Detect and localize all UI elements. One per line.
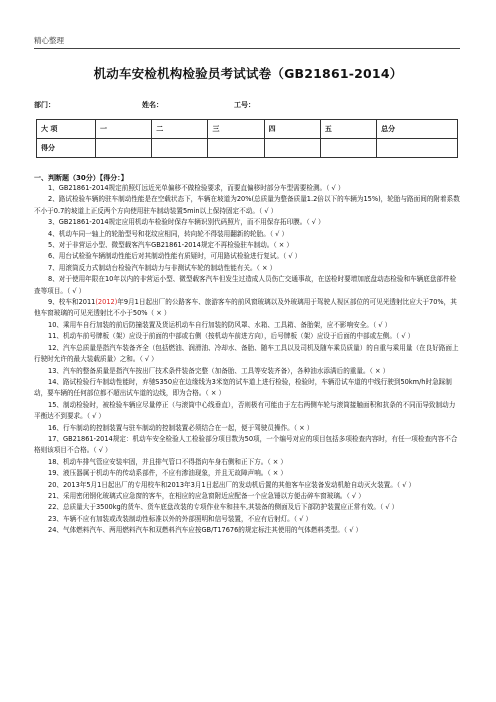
question-text: 11、机动车前号牌板（架）应设于前面的中部或右侧（按机动车前进方向），后号牌板（架）应设于后面的中部或左侧。（ √ ）	[48, 332, 415, 341]
score-cell	[208, 139, 264, 158]
question-item	[34, 343, 460, 366]
score-header-cell: 四	[264, 120, 320, 139]
question-text: 18、机动车排气管应安装牢固，并且排气管口不得指向车身右侧和正下方。（ × ）	[48, 457, 287, 466]
question-text: 13、汽车的整备质量是指汽车按出厂技术条件装备完整（加备胎、工具等安装齐备），各种油水添满后的重量。（ × ）	[48, 366, 390, 375]
score-cell	[96, 139, 152, 158]
question-item	[34, 366, 460, 377]
question-text: 14、路试检验行车制动性能时，弃驰S350应在边缘线为3米宽的试车道上进行检验，检验时，车辆沿试车道的中线行驶到50km/h时急踩制动，要车辆的任何部位都不超出试车道的边线，即为合格。（ × ）	[34, 377, 452, 398]
employee-id-label: 工号：	[234, 101, 255, 109]
question-text: 10、乘用车自行加装的前后防撞装置及货运机动车自行加装的防风罩、水箱、工具箱、备胎架，应不影响安全。（ √ ）	[48, 320, 392, 329]
question-item	[34, 331, 460, 342]
question-text: 7、用滚筒反力式制动台检验汽车制动力与非测试车轮的制动性能有关。（ × ）	[48, 263, 277, 272]
question-text: 2、路试检验车辆的驻车制动性能是在空载状态下，车辆在坡道为20%(总质量为整备质量1.2倍以下的车辆为15%)，轮胎与路面间的附着系数不小于0.7的坡道上正反两个方向使用驻车制动装置5min以上保持固定不动。（ √ ）	[34, 195, 460, 215]
score-cell	[264, 139, 320, 158]
question-text: 20、2013年5月1日起出厂的专用校车和2013年3月1日起出厂的发动机后置的其他客车应装备发动机舱自动灭火装置。（ √ ）	[48, 480, 416, 489]
score-table	[36, 119, 458, 158]
question-item	[34, 468, 460, 479]
question-text-tail: 年9月1日起出厂的公路客车、旅游客车的前风窗玻璃以及外玻璃用于驾驶人视区部位的可见光透射比应大于70%，其他车窗玻璃的可见光透射比不小于50%（ × ）	[34, 298, 457, 318]
question-text: 1、GB21861-2014规定前照灯远近光单偏移不做检验要求，而要直偏移时部分车型需要检测。（ √ ）	[48, 184, 345, 192]
question-item	[34, 217, 460, 228]
question-item	[34, 480, 460, 491]
score-header-cell: 总分	[377, 120, 458, 139]
question-text: 19、液压器属于机动车的传动系部件，不应有渗油现象，并且无故障声响。（ × ）	[48, 469, 287, 478]
question-item	[34, 297, 460, 320]
question-text: 23、车辆不应有加装或改装制动性标准以外的外部照明和信号装置，不应有后射灯。（ √ ）	[48, 514, 313, 523]
score-header-cell: 大 项	[37, 120, 96, 139]
department-label: 部门：	[34, 101, 55, 109]
question-item	[34, 423, 460, 434]
question-item	[34, 434, 460, 457]
question-text: 4、机动车同一轴上的轮胎型号和花纹应相同，转向轮不得装用翻新的轮胎。（ √ ）	[48, 229, 289, 238]
question-text: 15、制动检验时，被检验车辆应尽量停正（与滚筒中心线垂直），否则极有可能由于左右两侧车轮与滚筒接触面积和抗条的不同而导致制动力平衡达不到要求。（ √ ）	[34, 400, 456, 421]
question-item	[34, 525, 460, 536]
question-item	[34, 183, 460, 194]
exam-meta	[34, 100, 255, 110]
question-item	[34, 320, 460, 331]
question-text: 22、总质量大于3500kg的货车、货车底盘改装的专项作业车和挂车,其装备的侧面及后下部防护装置应正常有效。（ √ ）	[48, 503, 399, 512]
score-cell	[320, 139, 376, 158]
question-item	[34, 194, 460, 217]
score-header-cell: 三	[208, 120, 264, 139]
question-text: 24、气体燃料汽车、两用燃料汽车和双燃料汽车应按GB/T17676的规定标注其使用的气体燃料类型。（ √ ）	[48, 526, 363, 535]
question-item	[34, 263, 460, 274]
question-item	[34, 457, 460, 468]
question-item	[34, 502, 460, 513]
score-cell	[377, 139, 458, 158]
score-header-cell: 一	[96, 120, 152, 139]
question-text: 9、校车和2011	[48, 298, 96, 307]
question-text: 6、用台试检验车辆制动性能后对其制动性能有质疑时，可用路试检验进行复试。（ √ ）	[48, 252, 302, 261]
score-header-cell: 二	[152, 120, 208, 139]
header-tag: 精心整理	[34, 36, 64, 45]
question-text: 16、行车制动的控制装置与驻车制动的控制装置必须结合在一起，便于驾驶员操作。（ × ）	[48, 423, 314, 432]
question-item	[34, 240, 460, 251]
header-rule	[34, 48, 460, 49]
question-list	[34, 183, 460, 537]
page-title: 机动车安检机构检验员考试试卷（GB21861-2014）	[93, 66, 403, 81]
question-item	[34, 251, 460, 262]
question-item	[34, 400, 460, 423]
score-table-header-row	[37, 120, 458, 139]
question-item	[34, 491, 460, 502]
question-highlight: (2012)	[95, 298, 118, 307]
name-label: 姓名：	[142, 101, 163, 109]
question-text: 3、GB21861-2014规定应用机动车检验时保存车辆识别代码照片，而不用保存拓印膜。（ √ ）	[48, 218, 325, 227]
question-text: 21、采用密闭钢化玻璃式应急窗的客车，在相应的应急窗附近应配备一个应急锤以方便击碎车窗玻璃。（ √ ）	[48, 491, 365, 500]
score-table-score-row	[37, 139, 458, 158]
score-row-label: 得分	[37, 139, 96, 158]
question-text: 17、GB21861-2014规定：机动车安全检验人工检验部分项目数为50项，一个编号对应的项目包括多项检查内容时，有任一项检查内容不合格则该项目不合格。（ √ ）	[34, 434, 458, 455]
question-item	[34, 377, 460, 400]
question-item	[34, 229, 460, 240]
score-header-cell: 五	[320, 120, 376, 139]
section-heading: 一、判断题（30分）【得分：】	[34, 174, 128, 182]
question-text: 5、对于非营运小型、微型载客汽车GB21861-2014规定不再检验驻车制动。（ × ）	[48, 241, 294, 250]
question-item	[34, 274, 460, 297]
question-text: 8、对于使用年限在10年以内的非营运小型、微型载客汽车但发生过造成人员伤亡交通事故，在送检时要增加底盘动态检验和车辆底盘部件检查等项目。（ √ ）	[34, 275, 457, 295]
question-text: 12、汽车总质量是指汽车装备齐全（包括燃油、润滑油、冷却水、备胎、随车工具以及司机及随车乘员质量）的自重与乘用量（在良好路面上行驶时允许的最大装载质量）之和。（ √ ）	[34, 343, 459, 364]
score-cell	[152, 139, 208, 158]
question-item	[34, 514, 460, 525]
